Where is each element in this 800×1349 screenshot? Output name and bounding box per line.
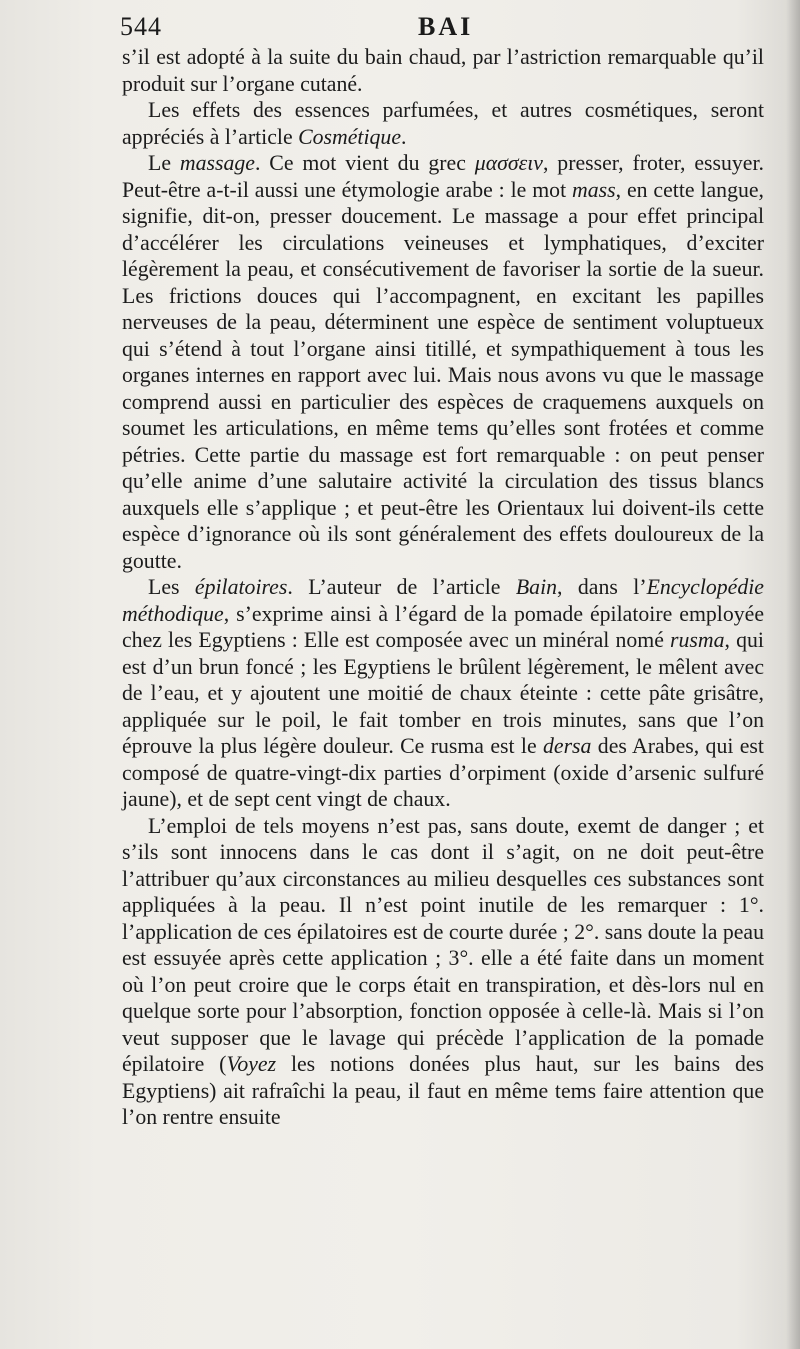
text-run: des Arabes, qui est composé de quatre-vingt-dix parties d’orpiment (oxide d’arsenic sulfuré jaune), et de sept cent vingt de chaux. [122,734,764,811]
italic-text: Encyclopédie méthodique [122,575,764,626]
text-run: les notions donées plus haut, sur les bains des Egyptiens) ait rafraîchi la peau, il faut en même tems faire attention que l’on rentre ensuite [122,1052,765,1129]
paragraph [122,97,764,150]
text-run: . [401,124,407,149]
paragraph [122,44,764,97]
italic-text: Voyez [226,1052,277,1076]
text-run: , dans l’ [557,575,647,599]
italic-text: μασσειν [474,151,543,175]
paragraph [122,574,764,813]
body-text [122,44,764,1131]
text-run: Le [148,151,180,175]
text-run: , qui est d’un brun foncé ; les Egyptiens le brûlent légèrement, le mêlent avec de l’eau, et y ajoutent une moitié de chaux éteinte : cette pâte grisâtre, appliquée sur le poil, le fait tomber en trois minutes, sans que l’on éprouve la plus légère douleur. Ce rusma est le [122,628,764,758]
text-run: . L’auteur de l’article [287,575,516,599]
italic-text: mass [572,177,616,202]
page-edge-shadow [786,0,800,1349]
text-run: Les effets des essences parfumées, et autres cosmétiques, seront appréciés à l’article [122,98,764,149]
text-run: , en cette langue, signifie, dit-on, presser doucement. Le massage a pour effet principal d’accélérer les circulations veineuses et lymphatiques, d’exciter légèrement la peau, et consécutivement de favoriser la sortie de la sueur. Les frictions douces qui l’accompagnent, en excitant les papilles nerveuses de la peau, déterminent une espèce de sentiment voluptueux qui s’étend à tout l’organe ainsi titillé, et sympathiquement à tous les organes internes en rapport avec lui. Mais nous avons vu que le massage comprend aussi en particulier des espèces de craquemens auxquels on soumet les articulations, en même tems qu’elles sont frotées et comme pétries. Cette partie du massage est fort remarquable : on peut penser qu’elle anime d’une salutaire activité la circulation des tissus blancs auxquels elle s’applique ; et peut-être les Orientaux lui doivent-ils cette espèce d’ignorance où ils sont généralement des effets douloureux de la goutte. [122,177,764,573]
italic-text: rusma [670,628,725,652]
running-head: BAI [418,12,474,41]
italic-text: épilatoires [194,575,288,599]
text-run: s’il est adopté à la suite du bain chaud, par l’astriction remarquable qu’il produit sur l’organe cutané. [122,45,764,96]
paragraph [122,150,764,574]
text-run: , s’exprime ainsi à l’égard de la pomade épilatoire employée chez les Egyptiens : Elle est composée avec un minéral nomé [122,601,764,652]
italic-text: massage [179,151,255,175]
paragraph [122,813,764,1131]
page-header [118,12,766,46]
text-run: L’emploi de tels moyens n’est pas, sans doute, exemt de danger ; et s’ils sont innocens dans le cas dont il s’agit, on ne doit peut-être l’attribuer qu’aux circonstances au milieu desquelles ces substances sont appliquées à la peau. Il n’est point inutile de les remarquer : 1°. l’application de ces épilatoires est de courte durée ; 2°. sans doute la peau est essuyée après cette application ; 3°. elle a été faite dans un moment où l’on peut croire que le corps était en transpiration, et dès-lors nul en quelque sorte pour l’absorption, fonction opposée à celle-là. Mais si l’on veut supposer que le lavage qui précède l’application de la pomade épilatoire ( [122,813,764,1076]
text-run: Les [148,575,195,599]
italic-text: dersa [543,734,592,758]
italic-text: Bain [515,575,558,599]
text-run: , presser, froter, essuyer. Peut-être a-t-il aussi une étymologie arabe : le mot [122,151,764,202]
text-run: . Ce mot vient du grec [254,151,475,175]
italic-text: Cosmétique [298,124,401,149]
page-number: 544 [120,12,162,41]
